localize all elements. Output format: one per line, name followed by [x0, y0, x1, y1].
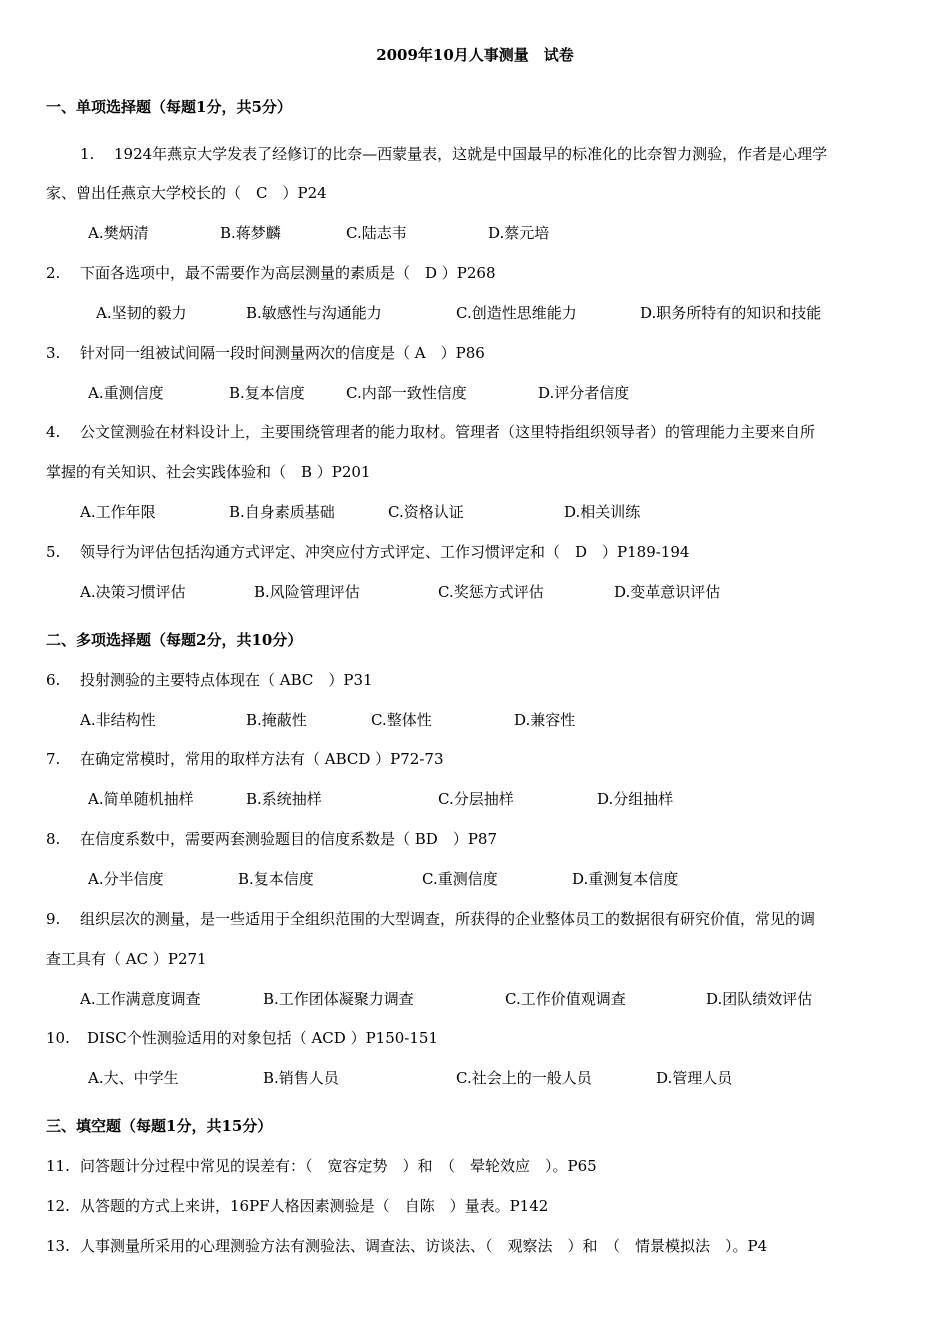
option-a: A.分半信度	[88, 870, 164, 888]
section-heading-single-choice: 一、单项选择题（每题1分，共5分）	[46, 98, 292, 116]
question-3	[46, 342, 485, 363]
question-1	[80, 143, 827, 164]
question-number: 13.	[46, 1237, 70, 1255]
question-number: 9.	[46, 910, 61, 928]
option-d: D.评分者信度	[538, 384, 630, 402]
option-c: C.陆志韦	[346, 224, 407, 242]
question-text: 1924年燕京大学发表了经修订的比奈—西蒙量表，这就是中国最早的标准化的比奈智力测验，作者是心理学	[114, 145, 828, 163]
fill-question-12	[46, 1195, 548, 1216]
option-a: A.大、中学生	[88, 1069, 179, 1087]
question-number: 7.	[46, 750, 61, 768]
question-text: 下面各选项中，最不需要作为高层测量的素质是（ D ）P268	[80, 264, 496, 282]
option-a: A.简单随机抽样	[88, 790, 194, 808]
question-9	[46, 908, 815, 929]
question-text: 公文筐测验在材料设计上，主要围绕管理者的能力取材。管理者（这里特指组织领导者）的管理能力主要来自所	[80, 423, 816, 441]
option-c: C.奖惩方式评估	[438, 583, 544, 601]
option-c: C.内部一致性信度	[346, 384, 467, 402]
question-number: 10.	[46, 1029, 70, 1047]
question-number: 1.	[80, 145, 95, 163]
option-c: C.社会上的一般人员	[456, 1069, 592, 1087]
option-c: C.资格认证	[388, 503, 464, 521]
option-c: C.重测信度	[422, 870, 498, 888]
question-1-continued: 家、曾出任燕京大学校长的（ C ）P24	[46, 184, 327, 202]
question-number: 3.	[46, 344, 61, 362]
option-d: D.变革意识评估	[614, 583, 721, 601]
question-number: 12.	[46, 1197, 70, 1215]
question-text: 投射测验的主要特点体现在（ ABC ）P31	[80, 671, 373, 689]
option-d: D.分组抽样	[597, 790, 674, 808]
question-text: 在确定常模时，常用的取样方法有（ ABCD ）P72-73	[80, 750, 444, 768]
option-d: D.蔡元培	[488, 224, 550, 242]
question-4-continued: 掌握的有关知识、社会实践体验和（ B ）P201	[46, 463, 371, 481]
option-d: D.兼容性	[514, 711, 576, 729]
question-number: 4.	[46, 423, 61, 441]
question-text: 从答题的方式上来讲，16PF人格因素测验是（ 自陈 ）量表。P142	[80, 1197, 549, 1215]
question-text: 人事测量所采用的心理测验方法有测验法、调查法、访谈法、（ 观察法 ）和 （ 情景模拟法 ）。P4	[80, 1237, 768, 1255]
option-b: B.销售人员	[263, 1069, 339, 1087]
option-d: D.重测复本信度	[572, 870, 679, 888]
option-c: C.整体性	[371, 711, 432, 729]
option-b: B.敏感性与沟通能力	[246, 304, 382, 322]
option-a: A.工作满意度调查	[80, 990, 201, 1008]
question-text: 领导行为评估包括沟通方式评定、冲突应付方式评定、工作习惯评定和（ D ）P189-194	[80, 543, 690, 561]
section-heading-fill-blank: 三、填空题（每题1分，共15分）	[46, 1117, 273, 1135]
option-a: A.非结构性	[80, 711, 156, 729]
section-heading-multiple-choice: 二、多项选择题（每题2分，共10分）	[46, 631, 303, 649]
option-d: D.管理人员	[656, 1069, 733, 1087]
question-number: 2.	[46, 264, 61, 282]
option-b: B.掩蔽性	[246, 711, 307, 729]
option-c: C.分层抽样	[438, 790, 514, 808]
page-title: 2009年10月人事测量 试卷	[376, 46, 574, 64]
question-text: 针对同一组被试间隔一段时间测量两次的信度是（ A ）P86	[80, 344, 485, 362]
option-d: D.职务所特有的知识和技能	[640, 304, 822, 322]
option-a: A.坚韧的毅力	[96, 304, 187, 322]
option-d: D.相关训练	[564, 503, 641, 521]
question-4	[46, 421, 815, 442]
question-7	[46, 748, 444, 769]
option-a: A.决策习惯评估	[80, 583, 186, 601]
question-number: 11.	[46, 1157, 70, 1175]
question-text: DISC个性测验适用的对象包括（ ACD ）P150-151	[87, 1029, 438, 1047]
option-b: B.系统抽样	[246, 790, 322, 808]
question-8	[46, 828, 497, 849]
question-text: 组织层次的测量，是一些适用于全组织范围的大型调查，所获得的企业整体员工的数据很有研究价值，常见的调	[80, 910, 816, 928]
option-b: B.自身素质基础	[229, 503, 335, 521]
option-b: B.蒋梦麟	[220, 224, 281, 242]
question-5	[46, 541, 689, 562]
question-text: 问答题计分过程中常见的误差有：（ 宽容定势 ）和 （ 晕轮效应 ）。P65	[80, 1157, 597, 1175]
option-c: C.工作价值观调查	[505, 990, 626, 1008]
question-text: 在信度系数中，需要两套测验题目的信度系数是（ BD ）P87	[80, 830, 497, 848]
question-9-continued: 查工具有（ AC ）P271	[46, 950, 207, 968]
question-number: 8.	[46, 830, 61, 848]
option-d: D.团队绩效评估	[706, 990, 813, 1008]
option-a: A.工作年限	[80, 503, 156, 521]
question-10	[46, 1027, 438, 1048]
option-a: A.重测信度	[88, 384, 164, 402]
option-b: B.风险管理评估	[254, 583, 360, 601]
question-2	[46, 262, 496, 283]
question-number: 5.	[46, 543, 61, 561]
question-6	[46, 669, 373, 690]
option-b: B.工作团体凝聚力调查	[263, 990, 414, 1008]
question-number: 6.	[46, 671, 61, 689]
fill-question-11	[46, 1155, 597, 1176]
option-c: C.创造性思维能力	[456, 304, 577, 322]
option-b: B.复本信度	[238, 870, 314, 888]
fill-question-13	[46, 1235, 767, 1256]
option-b: B.复本信度	[229, 384, 305, 402]
option-a: A.樊炳清	[88, 224, 149, 242]
